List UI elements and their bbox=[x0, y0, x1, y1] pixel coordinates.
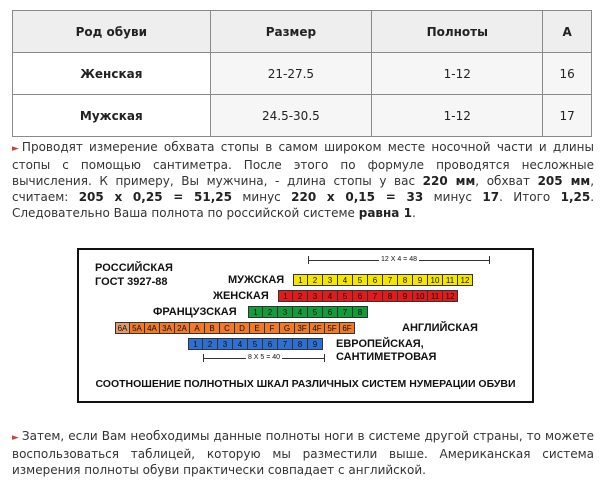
header-shoe-type: Род обуви bbox=[13, 11, 211, 53]
french-scale-cell: 7 bbox=[338, 306, 353, 318]
text-segment: Затем, если Вам необходимы данные полноты ноги в системе другой страны, то можете воспользоваться таблицей, которую мы разместили выше. Американская система измерения полноты обуви практически совпадает с английской. bbox=[12, 429, 594, 477]
sizes-table bbox=[12, 10, 592, 137]
text-segment: , считаем: bbox=[12, 174, 595, 204]
text-segment: минус bbox=[232, 190, 292, 204]
text-segment: Проводят измерение обхвата стопы в самом широком месте носочной части и длины стопы с помощью сантиметра. После этого по формуле проводятся несложные вычисления. К примеру, Вы мужчина, - длина стопы у вас bbox=[12, 140, 594, 188]
men-scale-cell: 11 bbox=[443, 274, 458, 286]
measure-bottom-label: 8 Х 5 = 40 bbox=[247, 354, 281, 361]
english-scale-cell: 2A bbox=[175, 322, 190, 334]
european-scale-cell: 8 bbox=[293, 338, 308, 350]
text-segment: . Итого bbox=[499, 190, 561, 204]
women-scale bbox=[278, 290, 458, 302]
bullet-arrow-icon: ► bbox=[12, 433, 19, 443]
foot-length-value: 220 мм bbox=[422, 174, 476, 188]
french-scale-cell: 8 bbox=[353, 306, 368, 318]
women-scale-cell: 4 bbox=[323, 290, 338, 302]
formula-part-3: 17 bbox=[482, 190, 500, 204]
women-scale-cell: 7 bbox=[368, 290, 383, 302]
french-scale-cell: 4 bbox=[293, 306, 308, 318]
men-scale-cell: 2 bbox=[308, 274, 323, 286]
european-scale-cell: 2 bbox=[203, 338, 218, 350]
english-scale-cell: B bbox=[205, 322, 220, 334]
english-scale-cell: A bbox=[190, 322, 205, 334]
english-scale-cell: 4A bbox=[145, 322, 160, 334]
european-scale-cell: 5 bbox=[248, 338, 263, 350]
european-scale-cell: 6 bbox=[263, 338, 278, 350]
cell-size: 24.5-30.5 bbox=[210, 95, 372, 137]
header-a: А bbox=[543, 11, 592, 53]
formula-result: 1,25 bbox=[560, 190, 591, 204]
men-scale-cell: 9 bbox=[413, 274, 428, 286]
english-scale-cell: 5F bbox=[325, 322, 340, 334]
men-scale-cell: 12 bbox=[458, 274, 473, 286]
conversion-paragraph bbox=[12, 428, 594, 478]
english-scale-cell: C bbox=[220, 322, 235, 334]
table-row bbox=[13, 95, 592, 137]
french-label: ФРАНЦУЗСКАЯ bbox=[153, 306, 237, 318]
english-scale-cell: 6F bbox=[340, 322, 355, 334]
width-result: равна 1 bbox=[358, 206, 412, 220]
text-segment: минус bbox=[423, 190, 483, 204]
european-scale-cell: 3 bbox=[218, 338, 233, 350]
women-scale-cell: 6 bbox=[353, 290, 368, 302]
english-label: АНГЛИЙСКАЯ bbox=[402, 322, 478, 334]
text-segment: , обхват bbox=[475, 174, 538, 188]
english-scale-cell: 6A bbox=[115, 322, 130, 334]
french-scale-cell: 6 bbox=[323, 306, 338, 318]
bullet-arrow-icon: ► bbox=[12, 144, 19, 154]
english-scale-cell: E bbox=[250, 322, 265, 334]
measure-bottom bbox=[203, 354, 325, 362]
formula-part-2: 220 х 0,15 = 33 bbox=[291, 190, 424, 204]
english-scale-cell: F bbox=[265, 322, 280, 334]
english-scale bbox=[115, 322, 355, 334]
english-scale-cell: 3A bbox=[160, 322, 175, 334]
french-scale-cell: 3 bbox=[278, 306, 293, 318]
header-size: Размер bbox=[210, 11, 372, 53]
russian-label: РОССИЙСКАЯ bbox=[95, 262, 173, 274]
cell-a: 16 bbox=[543, 53, 592, 95]
cell-type: Мужская bbox=[13, 95, 211, 137]
width-scales-diagram bbox=[77, 248, 534, 403]
header-widths: Полноты bbox=[372, 11, 543, 53]
gost-label: ГОСТ 3927-88 bbox=[95, 276, 168, 288]
french-scale-cell: 5 bbox=[308, 306, 323, 318]
cell-widths: 1-12 bbox=[372, 53, 543, 95]
girth-value: 205 мм bbox=[537, 174, 591, 188]
men-scale-cell: 10 bbox=[428, 274, 443, 286]
women-scale-cell: 5 bbox=[338, 290, 353, 302]
european-scale bbox=[188, 338, 323, 350]
women-scale-cell: 8 bbox=[383, 290, 398, 302]
table-row bbox=[13, 53, 592, 95]
formula-part-1: 205 х 0,25 = 51,25 bbox=[78, 190, 233, 204]
cell-type: Женская bbox=[13, 53, 211, 95]
cell-size: 21-27.5 bbox=[210, 53, 372, 95]
english-scale-cell: G bbox=[280, 322, 295, 334]
english-scale-cell: 5A bbox=[130, 322, 145, 334]
men-scale-cell: 4 bbox=[338, 274, 353, 286]
table-header-row bbox=[13, 11, 592, 53]
women-scale-cell: 11 bbox=[428, 290, 443, 302]
men-scale bbox=[293, 274, 473, 286]
european-scale-cell: 1 bbox=[188, 338, 203, 350]
english-scale-cell: D bbox=[235, 322, 250, 334]
english-scale-cell: 3F bbox=[295, 322, 310, 334]
women-scale-cell: 3 bbox=[308, 290, 323, 302]
men-scale-cell: 1 bbox=[293, 274, 308, 286]
european-scale-cell: 7 bbox=[278, 338, 293, 350]
men-scale-cell: 5 bbox=[353, 274, 368, 286]
european-scale-cell: 4 bbox=[233, 338, 248, 350]
measure-top bbox=[308, 256, 490, 264]
european-label: ЕВРОПЕЙСКАЯ, bbox=[336, 338, 424, 350]
men-scale-cell: 6 bbox=[368, 274, 383, 286]
measure-top-label: 12 Х 4 = 48 bbox=[380, 256, 418, 263]
women-scale-cell: 10 bbox=[413, 290, 428, 302]
women-scale-cell: 9 bbox=[398, 290, 413, 302]
men-scale-cell: 8 bbox=[398, 274, 413, 286]
text-segment: . bbox=[411, 206, 416, 220]
cell-a: 17 bbox=[543, 95, 592, 137]
cell-widths: 1-12 bbox=[372, 95, 543, 137]
french-scale bbox=[248, 306, 368, 318]
women-scale-cell: 12 bbox=[443, 290, 458, 302]
women-scale-cell: 1 bbox=[278, 290, 293, 302]
men-scale-cell: 3 bbox=[323, 274, 338, 286]
men-label: МУЖСКАЯ bbox=[228, 274, 285, 286]
men-scale-cell: 7 bbox=[383, 274, 398, 286]
measurement-paragraph bbox=[12, 139, 594, 221]
french-scale-cell: 1 bbox=[248, 306, 263, 318]
centimeter-label: САНТИМЕТРОВАЯ bbox=[336, 351, 437, 363]
french-scale-cell: 2 bbox=[263, 306, 278, 318]
women-label: ЖЕНСКАЯ bbox=[213, 290, 269, 302]
text-segment: . Следовательно Ваша полнота по российской системе bbox=[12, 190, 595, 220]
english-scale-cell: 4F bbox=[310, 322, 325, 334]
diagram-caption: СООТНОШЕНИЕ ПОЛНОТНЫХ ШКАЛ РАЗЛИЧНЫХ СИСТЕМ НУМЕРАЦИИ ОБУВИ bbox=[95, 378, 516, 390]
women-scale-cell: 2 bbox=[293, 290, 308, 302]
european-scale-cell: 9 bbox=[308, 338, 323, 350]
